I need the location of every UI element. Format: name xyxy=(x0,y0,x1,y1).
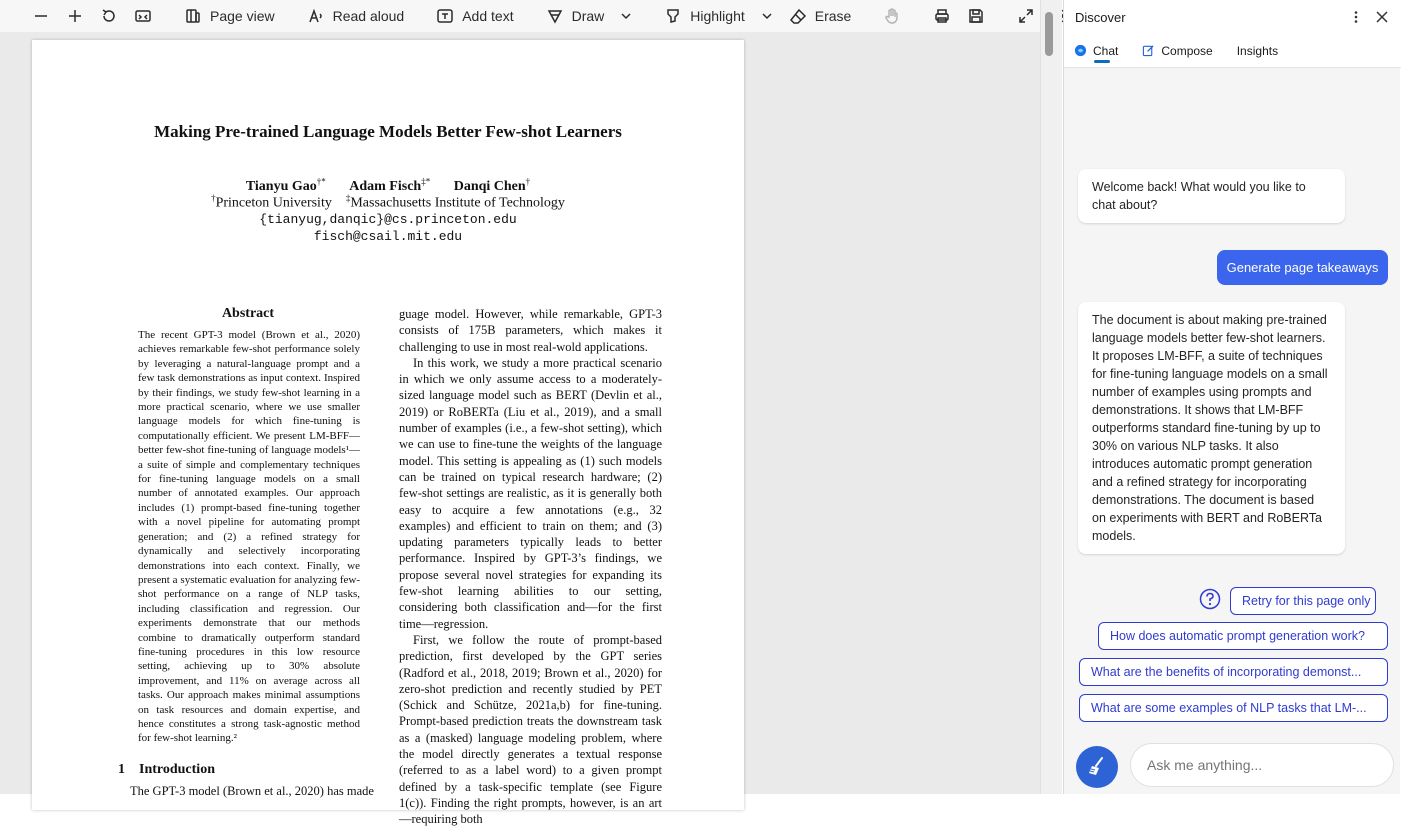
pdf-page xyxy=(32,40,744,827)
page-view-label: Page view xyxy=(210,8,275,24)
intro-paragraph: The GPT-3 model (Brown et al., 2020) has made xyxy=(130,784,374,798)
affiliation: Massachusetts Institute of Technology xyxy=(350,195,565,211)
draw-icon xyxy=(546,7,564,25)
fit-to-page-icon xyxy=(134,7,152,25)
add-text-label: Add text xyxy=(462,8,514,24)
pane-header xyxy=(1064,0,1401,34)
author-list xyxy=(32,176,744,195)
chat-input[interactable] xyxy=(1130,743,1394,787)
assistant-message: Welcome back! What would you like to chat about? xyxy=(1078,169,1345,223)
plus-icon xyxy=(66,7,84,25)
add-text-icon xyxy=(436,7,454,25)
read-aloud-button[interactable] xyxy=(299,2,413,30)
print-button[interactable] xyxy=(925,2,959,30)
chevron-down-icon xyxy=(620,10,632,22)
zoom-in-button[interactable] xyxy=(58,2,92,30)
rotate-button[interactable] xyxy=(92,2,126,30)
close-icon xyxy=(1375,10,1389,24)
erase-button[interactable] xyxy=(781,2,860,30)
save-icon xyxy=(967,7,985,25)
chat-icon xyxy=(1074,44,1087,57)
tab-compose[interactable] xyxy=(1142,34,1212,68)
highlight-options-dropdown[interactable] xyxy=(753,2,781,30)
draw-label: Draw xyxy=(571,8,605,24)
full-screen-button[interactable] xyxy=(1009,2,1043,30)
suggestion-chip[interactable]: What are the benefits of incorporating demonst... xyxy=(1079,658,1388,686)
add-text-button[interactable] xyxy=(428,2,521,30)
paragraph: guage model. However, while remarkable, GPT-3 consists of 175B parameters, which makes it challenging to use in most real-wold applications. xyxy=(399,307,662,354)
chevron-down-icon xyxy=(761,10,773,22)
highlight-button[interactable] xyxy=(656,2,752,30)
author-email: fisch@csail.mit.edu xyxy=(313,229,463,244)
tab-label: Compose xyxy=(1161,43,1213,58)
paper-title: Making Pre-trained Language Models Better Few-shot Learners xyxy=(154,122,622,141)
section-heading: 1 Introduction xyxy=(118,762,215,777)
highlighter-icon xyxy=(664,7,682,25)
discover-pane xyxy=(1063,0,1400,794)
close-pane-button[interactable] xyxy=(1371,6,1393,28)
more-vertical-icon xyxy=(1349,10,1363,24)
suggestion-chip[interactable]: What are some examples of NLP tasks that LM-... xyxy=(1079,694,1388,722)
printer-icon xyxy=(933,7,951,25)
broom-icon xyxy=(1085,755,1109,779)
generate-takeaways-button[interactable]: Generate page takeaways xyxy=(1217,250,1388,285)
affiliation: Princeton University xyxy=(215,195,332,211)
draw-options-dropdown[interactable] xyxy=(612,2,640,30)
highlight-label: Highlight xyxy=(690,8,745,24)
fit-page-button[interactable] xyxy=(126,2,160,30)
author: Danqi Chen† xyxy=(453,176,531,194)
page-view-icon xyxy=(184,7,202,25)
abstract-text: The recent GPT-3 model (Brown et al., 2020) achieves remarkable few-shot performance solely by leveraging a natural-language prompt and a few task demonstrations as input context. Inspired by their findings, we study few-shot learning in a more practical scenario, where we use smaller language models for which fine-tuning is computationally efficient. We present LM-BFF—better few-shot fine-tuning of language models¹—a suite of simple and complementary techniques for fine-tuning language models on a small number of annotated examples. Our approach includes (1) prompt-based fine-tuning together with a novel pipeline for automating prompt generation; and (2) a refined strategy for dynamically and selectively incorporating demonstrations into each context. Finally, we present a systematic evaluation for analyzing few-shot performance on a range of NLP tasks, including classification and regression. Our experiments demonstrate that our methods combine to dramatically outperform standard fine-tuning procedures in this low resource setting, achieving up to 30% absolute improvement, and 11% on average across all tasks. Our approach makes minimal assumptions on task resources and domain expertise, and hence constitutes a strong task-agnostic method for few-shot learning.² xyxy=(138,329,360,745)
eraser-icon xyxy=(789,7,807,25)
tab-label: Chat xyxy=(1093,43,1119,58)
document-scrollbar[interactable] xyxy=(1040,0,1062,794)
pdf-toolbar xyxy=(0,0,1040,32)
more-options-button[interactable] xyxy=(1345,6,1367,28)
paragraph: In this work, we study a more practical scenario in which we only assume access to a moderately-sized language model such as BERT (Devlin et al., 2019) or RoBERTa (Liu et al., 2019), and a small number of examples (i.e., a few-shot setting), which we can use to fine-tune the weights of the language model. This setting is appealing as (1) such models can be trained on typical research hardware; (2) few-shot settings are realistic, as it is generally both easy to acquire a few annotations (e.g., 32 examples) and efficient to train on them; and (3) updating parameters typically leads to better performance. Inspired by GPT-3’s findings, we propose several novel strategies for expanding its few-shot learning abilities to our setting, considering both classification and—for the first time—regression. xyxy=(399,355,662,631)
tab-chat[interactable] xyxy=(1074,34,1118,68)
tab-label: Insights xyxy=(1236,43,1279,58)
author: Adam Fisch‡* xyxy=(349,176,431,194)
erase-label: Erase xyxy=(814,8,852,24)
author: Tianyu Gao†* xyxy=(245,176,326,194)
scrollbar-thumb[interactable] xyxy=(1045,12,1053,56)
pane-title: Discover xyxy=(1075,10,1126,25)
help-icon[interactable] xyxy=(1199,588,1221,610)
rotate-icon xyxy=(100,7,118,25)
paragraph: First, we follow the route of prompt-based prediction, first developed by the GPT series (Radford et al., 2018, 2019; Brown et al., 2020) for zero-shot prediction and recently studied by PET (Schick and Schütze, 2021a,b) for fine-tuning. Prompt-based prediction treats the downstream task as a (masked) language modeling problem, where the model directly generates a textual response (referred to as a label word) to a given prompt defined by a task-specific template (see Figure 1(c)). Finding the right prompts, however, is an art—requiring both xyxy=(399,632,662,827)
draw-button[interactable] xyxy=(538,2,613,30)
abstract-heading: Abstract xyxy=(221,306,275,321)
minus-icon xyxy=(32,7,50,25)
zoom-out-button[interactable] xyxy=(24,2,58,30)
right-column-text xyxy=(399,306,662,828)
pane-tabs xyxy=(1064,34,1401,68)
read-aloud-icon xyxy=(307,7,325,25)
new-topic-button[interactable] xyxy=(1076,746,1118,788)
expand-icon xyxy=(1017,7,1035,25)
save-button[interactable] xyxy=(959,2,993,30)
affiliations: †Princeton University ‡Massachusetts Institute of Technology xyxy=(211,193,565,211)
document-viewport[interactable] xyxy=(0,32,1040,827)
suggestion-chip[interactable]: How does automatic prompt generation work? xyxy=(1098,622,1388,650)
compose-icon xyxy=(1142,44,1155,57)
read-aloud-label: Read aloud xyxy=(332,8,405,24)
touch-writing-button[interactable] xyxy=(875,2,909,30)
author-email: {tianyug,danqic}@cs.princeton.edu xyxy=(259,212,517,227)
tab-insights[interactable] xyxy=(1237,34,1278,68)
page-view-button[interactable] xyxy=(176,2,283,30)
suggestion-chip[interactable]: Retry for this page only xyxy=(1230,587,1376,615)
hand-icon xyxy=(883,7,901,25)
assistant-summary-message: The document is about making pre-trained language models better few-shot learners. It proposes LM-BFF, a suite of techniques for fine-tuning language models on a small number of examples using prompts and demonstrations. It shows that LM-BFF outperforms standard fine-tuning by up to 30% on various NLP tasks. It also introduces automatic prompt generation and a refined strategy for incorporating demonstrations. The document is based on experiments with BERT and RoBERTa models. xyxy=(1078,302,1345,554)
